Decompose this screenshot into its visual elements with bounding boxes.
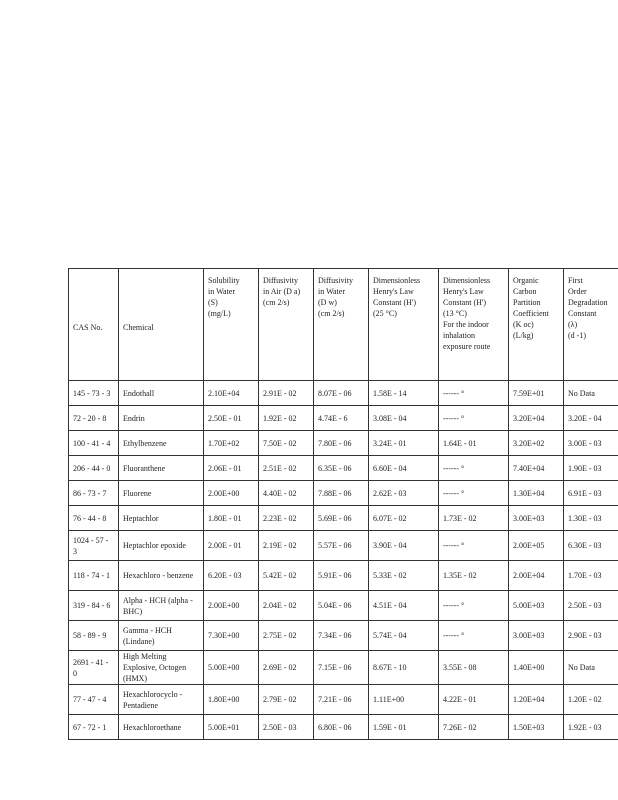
degradation-constant-cell: 6.91E - 03 <box>564 481 618 506</box>
header-chemical: Chemical <box>119 269 204 381</box>
header-henry-25c <box>369 269 439 381</box>
chemical-name-cell: Endothall <box>119 381 204 406</box>
diffusivity-air-cell: 7.50E - 02 <box>259 431 314 456</box>
header-solubility <box>204 269 259 381</box>
henry-25c-cell: 5.74E - 04 <box>369 621 439 651</box>
table-row <box>69 381 618 406</box>
table-header-row <box>69 269 618 381</box>
koc-cell: 7.40E+04 <box>509 456 564 481</box>
chemical-name-cell: Gamma - HCH (Lindane) <box>119 621 204 651</box>
header-line: in Water <box>318 287 345 296</box>
header-line: Constant (H') <box>373 298 416 307</box>
solubility-cell: 7.30E+00 <box>204 621 259 651</box>
diffusivity-water-cell: 8.07E - 06 <box>314 381 369 406</box>
henry-25c-cell: 8.67E - 10 <box>369 651 439 685</box>
chemical-name-cell: High Melting Explosive, Octogen (HMX) <box>119 651 204 685</box>
header-line: (cm 2/s) <box>263 298 290 307</box>
header-line: Degradation <box>568 298 608 307</box>
chemical-name-cell: Hexachloroethane <box>119 715 204 740</box>
koc-cell: 3.00E+03 <box>509 506 564 531</box>
diffusivity-water-cell: 5.57E - 06 <box>314 531 369 561</box>
header-line: Carbon <box>513 287 537 296</box>
diffusivity-air-cell: 2.91E - 02 <box>259 381 314 406</box>
header-line: (13 °C) <box>443 309 467 318</box>
henry-25c-cell: 4.51E - 04 <box>369 591 439 621</box>
degradation-constant-cell: 1.20E - 02 <box>564 685 618 715</box>
henry-25c-cell: 1.59E - 01 <box>369 715 439 740</box>
henry-13c-cell: 1.73E - 02 <box>439 506 509 531</box>
header-line: (L/kg) <box>513 331 534 340</box>
header-line: Organic <box>513 276 539 285</box>
degradation-constant-cell: 1.70E - 03 <box>564 561 618 591</box>
diffusivity-water-cell: 7.21E - 06 <box>314 685 369 715</box>
henry-25c-cell: 6.60E - 04 <box>369 456 439 481</box>
diffusivity-air-cell: 2.19E - 02 <box>259 531 314 561</box>
henry-13c-cell: ------ ° <box>439 621 509 651</box>
degradation-constant-cell: 3.20E - 04 <box>564 406 618 431</box>
solubility-cell: 2.50E - 01 <box>204 406 259 431</box>
koc-cell: 2.00E+05 <box>509 531 564 561</box>
henry-25c-cell: 5.33E - 02 <box>369 561 439 591</box>
header-line: Solubility <box>208 276 240 285</box>
diffusivity-water-cell: 5.91E - 06 <box>314 561 369 591</box>
solubility-cell: 5.00E+01 <box>204 715 259 740</box>
chemical-properties-table <box>68 268 618 740</box>
solubility-cell: 2.06E - 01 <box>204 456 259 481</box>
cas-number-cell: 76 - 44 - 8 <box>69 506 119 531</box>
diffusivity-water-cell: 7.80E - 06 <box>314 431 369 456</box>
koc-cell: 1.20E+04 <box>509 685 564 715</box>
header-diffusivity-water <box>314 269 369 381</box>
diffusivity-water-cell: 6.35E - 06 <box>314 456 369 481</box>
cas-number-cell: 58 - 89 - 9 <box>69 621 119 651</box>
header-line: (d -1) <box>568 331 586 340</box>
header-line: (mg/L) <box>208 309 231 318</box>
koc-cell: 1.50E+03 <box>509 715 564 740</box>
cas-number-cell: 118 - 74 - 1 <box>69 561 119 591</box>
chemical-name-cell: Hexachloro - benzene <box>119 561 204 591</box>
header-line: Henry's Law <box>373 287 414 296</box>
chemical-name-cell: Hexachlorocyclo - Pentadiene <box>119 685 204 715</box>
cas-number-cell: 67 - 72 - 1 <box>69 715 119 740</box>
diffusivity-air-cell: 2.79E - 02 <box>259 685 314 715</box>
henry-25c-cell: 1.11E+00 <box>369 685 439 715</box>
header-line: Dimensionless <box>443 276 491 285</box>
henry-13c-cell: ------ ° <box>439 481 509 506</box>
degradation-constant-cell: 6.30E - 03 <box>564 531 618 561</box>
header-line: (D w) <box>318 298 337 307</box>
henry-13c-cell: 4.22E - 01 <box>439 685 509 715</box>
chemical-name-cell: Heptachlor epoxide <box>119 531 204 561</box>
cas-number-cell: 77 - 47 - 4 <box>69 685 119 715</box>
table-body <box>69 381 618 740</box>
henry-25c-cell: 3.90E - 04 <box>369 531 439 561</box>
henry-13c-cell: 1.35E - 02 <box>439 561 509 591</box>
diffusivity-air-cell: 2.51E - 02 <box>259 456 314 481</box>
header-line: Diffusivity <box>318 276 353 285</box>
header-line: For the indoor <box>443 320 489 329</box>
solubility-cell: 6.20E - 03 <box>204 561 259 591</box>
header-cas-number: CAS No. <box>69 269 119 381</box>
header-line: Constant (H') <box>443 298 486 307</box>
table-row <box>69 561 618 591</box>
diffusivity-water-cell: 5.04E - 06 <box>314 591 369 621</box>
koc-cell: 3.20E+04 <box>509 406 564 431</box>
header-line: Order <box>568 287 587 296</box>
header-line: exposure route <box>443 342 491 351</box>
table-row <box>69 506 618 531</box>
diffusivity-water-cell: 4.74E - 6 <box>314 406 369 431</box>
solubility-cell: 1.80E - 01 <box>204 506 259 531</box>
cas-number-cell: 145 - 73 - 3 <box>69 381 119 406</box>
header-koc <box>509 269 564 381</box>
cas-number-cell: 2691 - 41 - 0 <box>69 651 119 685</box>
chemical-name-cell: Endrin <box>119 406 204 431</box>
henry-13c-cell: ------ ° <box>439 381 509 406</box>
solubility-cell: 2.00E+00 <box>204 591 259 621</box>
degradation-constant-cell: 2.90E - 03 <box>564 621 618 651</box>
header-line: Coefficient <box>513 309 549 318</box>
table-row <box>69 651 618 685</box>
diffusivity-air-cell: 2.69E - 02 <box>259 651 314 685</box>
degradation-constant-cell: 1.30E - 03 <box>564 506 618 531</box>
chemical-name-cell: Ethylbenzene <box>119 431 204 456</box>
header-degradation-constant <box>564 269 618 381</box>
header-line: Henry's Law <box>443 287 484 296</box>
degradation-constant-cell: 2.50E - 03 <box>564 591 618 621</box>
header-line: (S) <box>208 298 218 307</box>
header-line: First <box>568 276 583 285</box>
diffusivity-air-cell: 4.40E - 02 <box>259 481 314 506</box>
header-henry-13c <box>439 269 509 381</box>
koc-cell: 1.40E+00 <box>509 651 564 685</box>
degradation-constant-cell: 1.92E - 03 <box>564 715 618 740</box>
header-line: in Air (D a) <box>263 287 301 296</box>
henry-13c-cell: 1.64E - 01 <box>439 431 509 456</box>
degradation-constant-cell: No Data <box>564 651 618 685</box>
cas-number-cell: 319 - 84 - 6 <box>69 591 119 621</box>
chemical-name-cell: Fluoranthene <box>119 456 204 481</box>
diffusivity-air-cell: 1.92E - 02 <box>259 406 314 431</box>
solubility-cell: 1.80E+00 <box>204 685 259 715</box>
header-line: Dimensionless <box>373 276 421 285</box>
henry-25c-cell: 1.58E - 14 <box>369 381 439 406</box>
cas-number-cell: 206 - 44 - 0 <box>69 456 119 481</box>
henry-25c-cell: 3.24E - 01 <box>369 431 439 456</box>
henry-13c-cell: ------ ° <box>439 406 509 431</box>
chemical-name-cell: Heptachlor <box>119 506 204 531</box>
solubility-cell: 2.00E+00 <box>204 481 259 506</box>
henry-13c-cell: 7.26E - 02 <box>439 715 509 740</box>
cas-number-cell: 1024 - 57 - 3 <box>69 531 119 561</box>
henry-13c-cell: ------ ° <box>439 531 509 561</box>
header-line: (cm 2/s) <box>318 309 345 318</box>
table-row <box>69 431 618 456</box>
henry-25c-cell: 3.08E - 04 <box>369 406 439 431</box>
diffusivity-water-cell: 7.88E - 06 <box>314 481 369 506</box>
koc-cell: 2.00E+04 <box>509 561 564 591</box>
table-row <box>69 621 618 651</box>
diffusivity-water-cell: 7.34E - 06 <box>314 621 369 651</box>
table-row <box>69 531 618 561</box>
koc-cell: 3.20E+02 <box>509 431 564 456</box>
solubility-cell: 5.00E+00 <box>204 651 259 685</box>
cas-number-cell: 72 - 20 - 8 <box>69 406 119 431</box>
degradation-constant-cell: No Data <box>564 381 618 406</box>
cas-number-cell: 86 - 73 - 7 <box>69 481 119 506</box>
solubility-cell: 1.70E+02 <box>204 431 259 456</box>
diffusivity-air-cell: 5.42E - 02 <box>259 561 314 591</box>
degradation-constant-cell: 3.00E - 03 <box>564 431 618 456</box>
diffusivity-air-cell: 2.50E - 03 <box>259 715 314 740</box>
diffusivity-air-cell: 2.04E - 02 <box>259 591 314 621</box>
table-row <box>69 715 618 740</box>
header-line: (K oc) <box>513 320 534 329</box>
header-line: (25 °C) <box>373 309 397 318</box>
henry-13c-cell: 3.55E - 08 <box>439 651 509 685</box>
henry-25c-cell: 2.62E - 03 <box>369 481 439 506</box>
chemical-name-cell: Alpha - HCH (alpha - BHC) <box>119 591 204 621</box>
diffusivity-water-cell: 5.69E - 06 <box>314 506 369 531</box>
diffusivity-water-cell: 7.15E - 06 <box>314 651 369 685</box>
henry-13c-cell: ------ ° <box>439 456 509 481</box>
header-line: in Water <box>208 287 235 296</box>
table-row <box>69 481 618 506</box>
degradation-constant-cell: 1.90E - 03 <box>564 456 618 481</box>
diffusivity-air-cell: 2.75E - 02 <box>259 621 314 651</box>
solubility-cell: 2.00E - 01 <box>204 531 259 561</box>
header-line: (λ) <box>568 320 578 329</box>
table-row <box>69 685 618 715</box>
table-row <box>69 591 618 621</box>
koc-cell: 7.59E+01 <box>509 381 564 406</box>
header-diffusivity-air <box>259 269 314 381</box>
table-row <box>69 406 618 431</box>
cas-number-cell: 100 - 41 - 4 <box>69 431 119 456</box>
header-line: Partition <box>513 298 541 307</box>
henry-13c-cell: ------ ° <box>439 591 509 621</box>
header-line: inhalation <box>443 331 475 340</box>
koc-cell: 1.30E+04 <box>509 481 564 506</box>
diffusivity-air-cell: 2.23E - 02 <box>259 506 314 531</box>
henry-25c-cell: 6.07E - 02 <box>369 506 439 531</box>
diffusivity-water-cell: 6.80E - 06 <box>314 715 369 740</box>
header-line: Constant <box>568 309 597 318</box>
koc-cell: 3.00E+03 <box>509 621 564 651</box>
solubility-cell: 2.10E+04 <box>204 381 259 406</box>
koc-cell: 5.00E+03 <box>509 591 564 621</box>
header-line: Diffusivity <box>263 276 298 285</box>
table-row <box>69 456 618 481</box>
chemical-name-cell: Fluorene <box>119 481 204 506</box>
